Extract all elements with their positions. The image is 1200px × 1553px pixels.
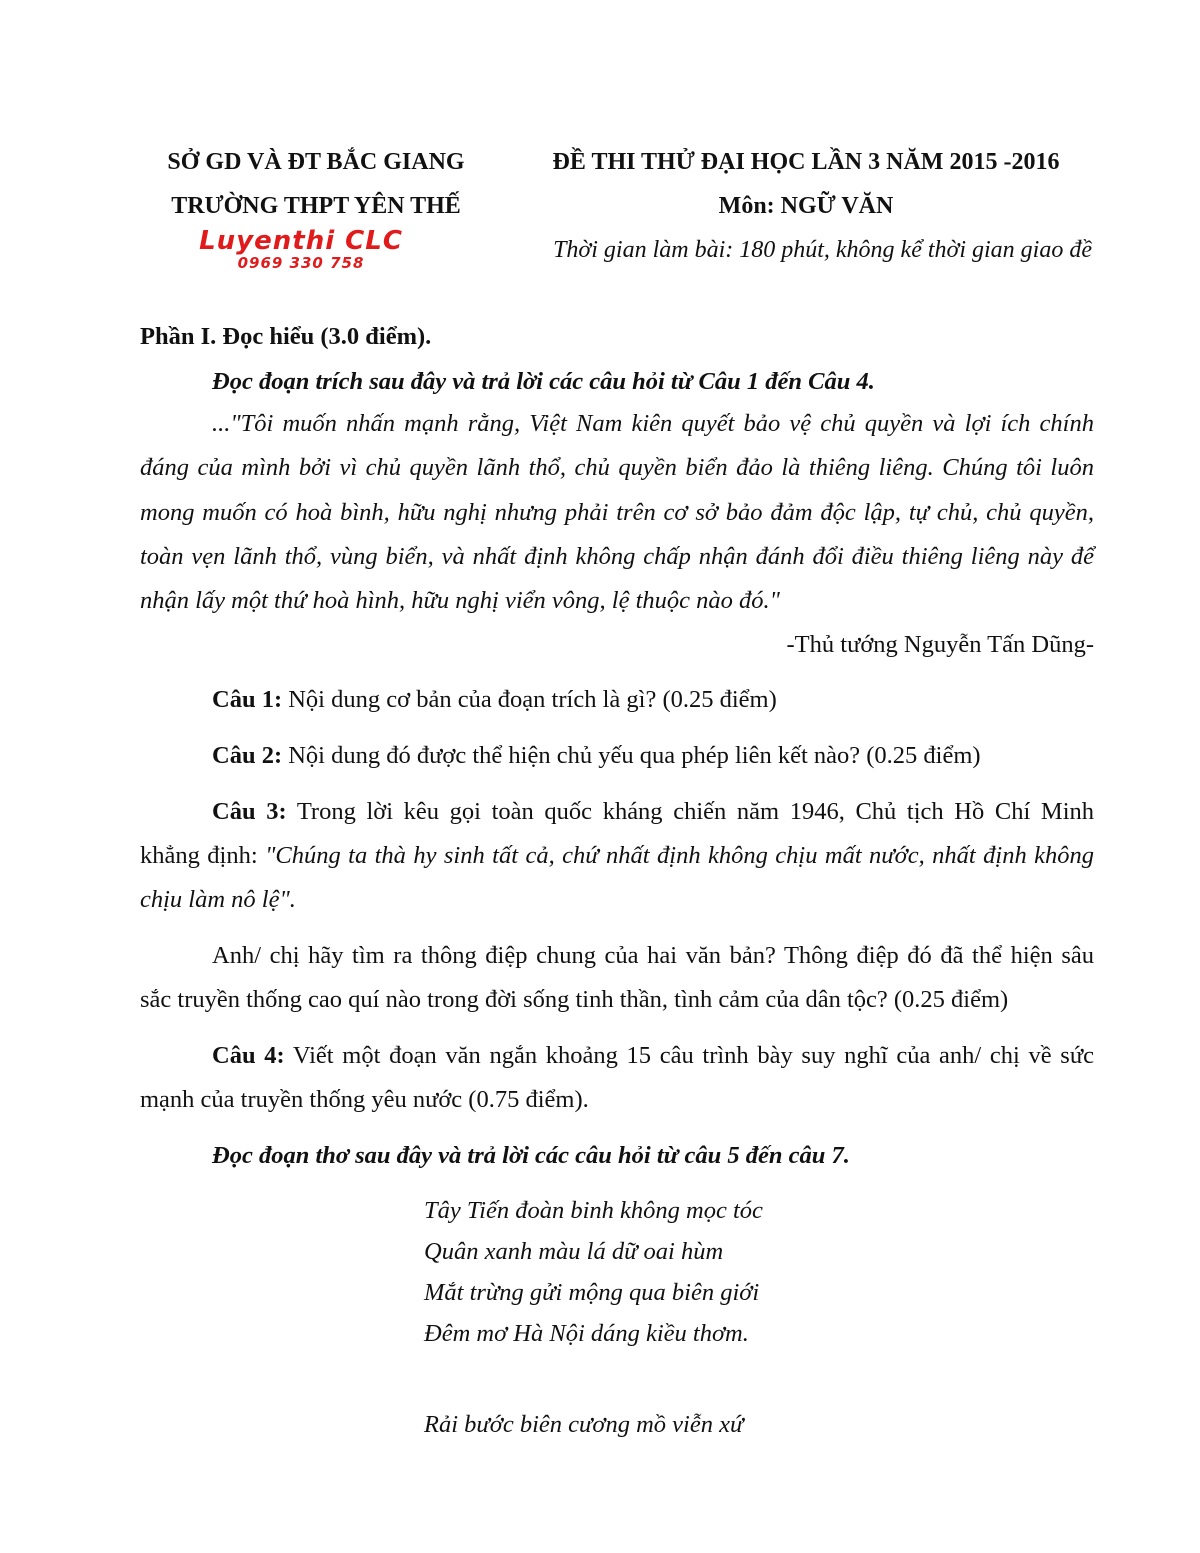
exam-duration: Thời gian làm bài: 180 phút, không kể thời gian giao đề [553,237,1092,263]
header-left-block [140,140,492,228]
reading-instruction-1: Đọc đoạn trích sau đây và trả lời các câu hỏi từ Câu 1 đến Câu 4. [212,368,875,395]
question-4-text: Viết một đoạn văn ngắn khoảng 15 câu trình bày suy nghĩ của anh/ chị về sức [284,1042,1094,1069]
poem-line-5: Rải bước biên cương mồ viễn xứ [424,1411,744,1438]
question-3-line-1 [212,797,1094,827]
poem-line-2: Quân xanh màu lá dữ oai hùm [424,1238,724,1265]
quote-line-1: ..."Tôi muốn nhấn mạnh rằng, Việt Nam kiên quyết bảo vệ chủ quyền và lợi ích chính [212,410,1094,437]
question-4-line-1 [212,1041,1094,1071]
luyenthi-logo [190,228,412,274]
section-title: Phần I. Đọc hiểu (3.0 điểm). [140,323,432,350]
quote-line-3: mong muốn có hoà bình, hữu nghị nhưng phải trên cơ sở bảo đảm độc lập, tự chủ, chủ quyền, [140,499,1094,526]
question-1 [212,685,777,715]
logo-brand: Luyenthi CLC [199,226,403,256]
question-2-text: Nội dung đó được thể hiện chủ yếu qua phép liên kết nào? (0.25 điểm) [282,742,981,769]
header-right-block [516,140,1096,272]
question-3-label: Câu 3: [212,798,287,825]
question-4-label: Câu 4: [212,1042,285,1069]
quote-line-4: toàn vẹn lãnh thổ, vùng biển, và nhất định không chấp nhận đánh đổi điều thiêng liêng này để [140,543,1094,570]
school-name: TRƯỜNG THPT YÊN THẾ [171,193,461,219]
quote-line-2: đáng của mình bởi vì chủ quyền lãnh thổ, chủ quyền biển đảo là thiêng liêng. Chúng tôi luôn [140,454,1094,481]
question-2-label: Câu 2: [212,742,283,769]
question-1-text: Nội dung cơ bản của đoạn trích là gì? (0.25 điểm) [282,686,777,713]
subject-title: Môn: NGỮ VĂN [718,193,894,219]
department-name: SỞ GD VÀ ĐT BẮC GIANG [167,149,465,175]
poem-line-4: Đêm mơ Hà Nội dáng kiều thơm. [424,1320,749,1347]
question-4-line-2: mạnh của truyền thống yêu nước (0.75 điểm). [140,1086,589,1113]
poem-line-1: Tây Tiến đoàn binh không mọc tóc [424,1197,763,1224]
logo-phone: 0969 330 758 [237,254,365,272]
exam-title: ĐỀ THI THỬ ĐẠI HỌC LẦN 3 NĂM 2015 -2016 [552,149,1060,175]
reading-instruction-2: Đọc đoạn thơ sau đây và trả lời các câu hỏi từ câu 5 đến câu 7. [212,1142,850,1169]
quote-line-5: nhận lấy một thứ hoà hình, hữu nghị viển vông, lệ thuộc nào đó." [140,587,780,614]
question-3-text: Trong lời kêu gọi toàn quốc kháng chiến năm 1946, Chủ tịch Hồ Chí Minh [286,798,1095,825]
question-3b-line-1: Anh/ chị hãy tìm ra thông điệp chung của hai văn bản? Thông điệp đó đã thể hiện sâu [212,942,1094,969]
question-2 [212,741,981,771]
question-3-line-2-quote: "Chúng ta thà hy sinh tất cả, chứ nhất định không chịu mất nước, nhất định không [265,842,1094,869]
poem-line-3: Mắt trừng gửi mộng qua biên giới [424,1279,760,1306]
quote-attribution: -Thủ tướng Nguyễn Tấn Dũng- [786,631,1094,658]
question-3-line-3: chịu làm nô lệ". [140,886,296,913]
question-3-line-2 [140,841,1094,871]
question-3b-line-2: sắc truyền thống cao quí nào trong đời sống tinh thần, tình cảm của dân tộc? (0.25 điểm) [140,986,1009,1013]
question-3-line-2-plain: khẳng định: [140,842,266,869]
question-1-label: Câu 1: [212,686,283,713]
